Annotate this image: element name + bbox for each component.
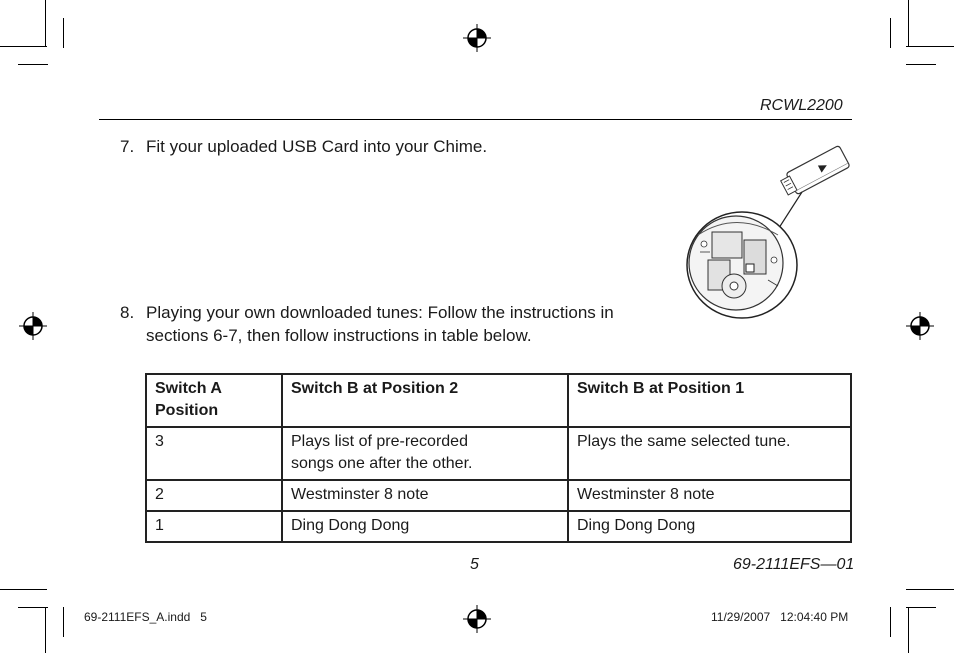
table-row bbox=[146, 480, 851, 511]
step-text-line: sections 6-7, then follow instructions in table below. bbox=[146, 326, 532, 345]
page-number: 5 bbox=[470, 556, 479, 573]
table-cell: Plays list of pre-recorded songs one after the other. bbox=[282, 427, 568, 480]
header-switch-a: Switch A Position bbox=[146, 374, 282, 427]
table-cell: 1 bbox=[146, 511, 282, 542]
switch-table bbox=[145, 373, 852, 543]
step-7 bbox=[120, 135, 680, 159]
step-number: 7. bbox=[120, 137, 135, 156]
table-cell: 2 bbox=[146, 480, 282, 511]
header-rule bbox=[99, 119, 852, 120]
table-header-row bbox=[146, 374, 851, 427]
table-cell: Ding Dong Dong bbox=[282, 511, 568, 542]
slug-filename: 69-2111EFS_A.indd 5 bbox=[84, 610, 207, 624]
table-cell: 3 bbox=[146, 427, 282, 480]
registration-mark-icon bbox=[906, 312, 934, 340]
slug-timestamp: 11/29/2007 12:04:40 PM bbox=[711, 610, 849, 624]
table-cell: Westminster 8 note bbox=[282, 480, 568, 511]
usb-card-icon bbox=[779, 145, 850, 198]
table-cell: Plays the same selected tune. bbox=[568, 427, 851, 480]
step-number: 8. bbox=[120, 303, 135, 322]
table-cell: Ding Dong Dong bbox=[568, 511, 851, 542]
registration-mark-icon bbox=[463, 24, 491, 52]
table-cell: Westminster 8 note bbox=[568, 480, 851, 511]
model-number: RCWL2200 bbox=[760, 97, 843, 114]
table-row bbox=[146, 427, 851, 480]
document-number: 69-2111EFS—01 bbox=[733, 556, 855, 573]
table-row bbox=[146, 511, 851, 542]
step-text bbox=[146, 301, 614, 347]
registration-mark-icon bbox=[463, 605, 491, 633]
registration-mark-icon bbox=[19, 312, 47, 340]
step-8 bbox=[120, 301, 700, 349]
step-text: Fit your uploaded USB Card into your Chime. bbox=[146, 137, 488, 156]
header-switch-b-pos-2: Switch B at Position 2 bbox=[282, 374, 568, 427]
step-text-line: Playing your own downloaded tunes: Follow the instructions in bbox=[146, 303, 614, 322]
header-switch-b-pos-1: Switch B at Position 1 bbox=[568, 374, 851, 427]
chime-illustration bbox=[680, 140, 860, 330]
